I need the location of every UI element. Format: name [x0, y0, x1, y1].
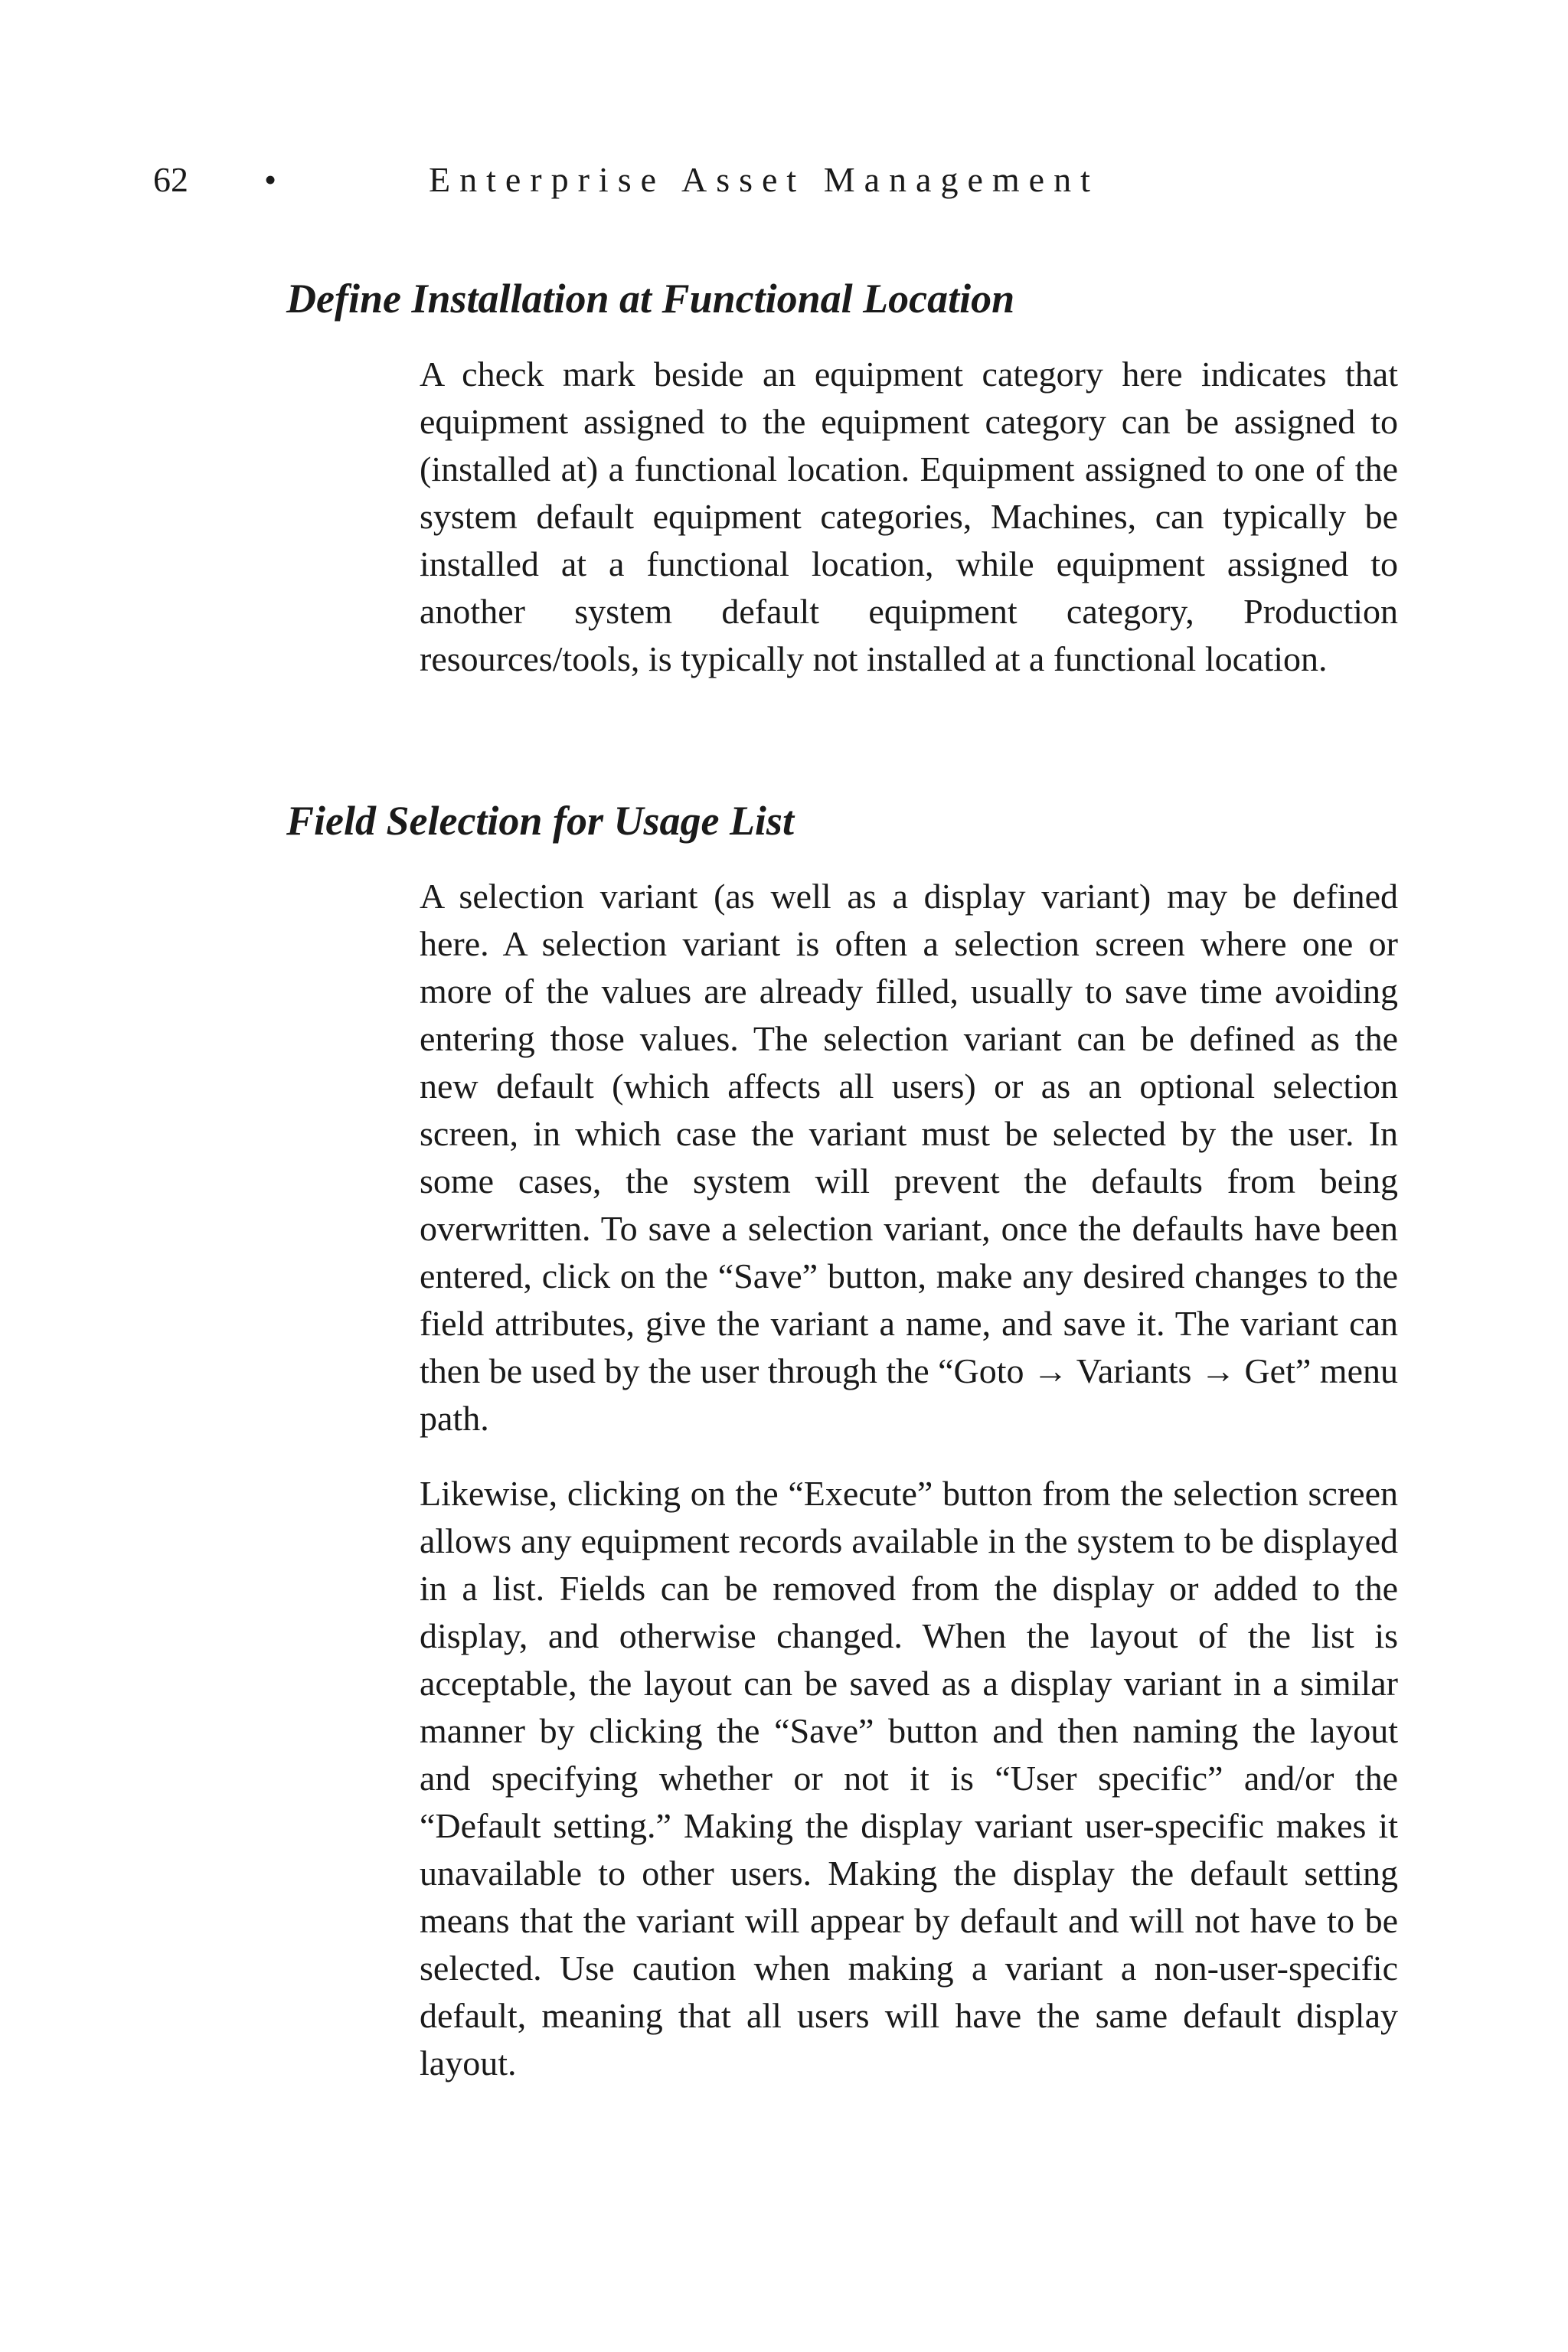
paragraph: A check mark beside an equipment category here indicates that equipment assigned to the equipment category can be assigned to (installed at) a functional location. Equipment assigned to one of the system default equipment categories, Machines, can typically be installed at a functional location, while equipment assigned to another system default equipment category, Production resources/tools, is typically not installed at a functional location. [420, 354, 1398, 678]
section-body-field-selection [420, 873, 1398, 2087]
section-heading-field-selection: Field Selection for Usage List [286, 798, 794, 844]
book-title: Enterprise Asset Management [429, 160, 1099, 199]
paragraph: A selection variant (as well as a display variant) may be defined here. A selection variant is often a selection screen where one or more of the values are already filled, usually to save time avoiding entering those values. The selection variant can be defined as the new default (which affects all users) or as an optional selection screen, in which case the variant must be selected by the user. In some cases, the system will prevent the defaults from being overwritten. To save a selection variant, once the defaults have been entered, click on the “Save” button, make any desired changes to the field attributes, give the variant a name, and save it. The variant can then be used by the user through the “Goto → Variants → Get” menu path. [420, 877, 1398, 1438]
paragraph: Likewise, clicking on the “Execute” button from the selection screen allows any equipment records available in the system to be displayed in a list. Fields can be removed from the display or added to the display, and otherwise changed. When the layout of the list is acceptable, the layout can be saved as a display variant in a similar manner by clicking the “Save” button and then naming the layout and specifying whether or not it is “User specific” and/or the “Default setting.” Making the display variant user-specific makes it unavailable to other users. Making the display the default setting means that the variant will appear by default and will not have to be selected. Use caution when making a variant a non-user-specific default, meaning that all users will have the same default display layout. [420, 1474, 1398, 2082]
running-head-separator: • [264, 160, 277, 199]
section-body-define-installation [420, 351, 1398, 683]
running-head [153, 157, 1416, 203]
page-number: 62 [153, 160, 188, 199]
section-heading-define-installation: Define Installation at Functional Location [286, 276, 1015, 322]
